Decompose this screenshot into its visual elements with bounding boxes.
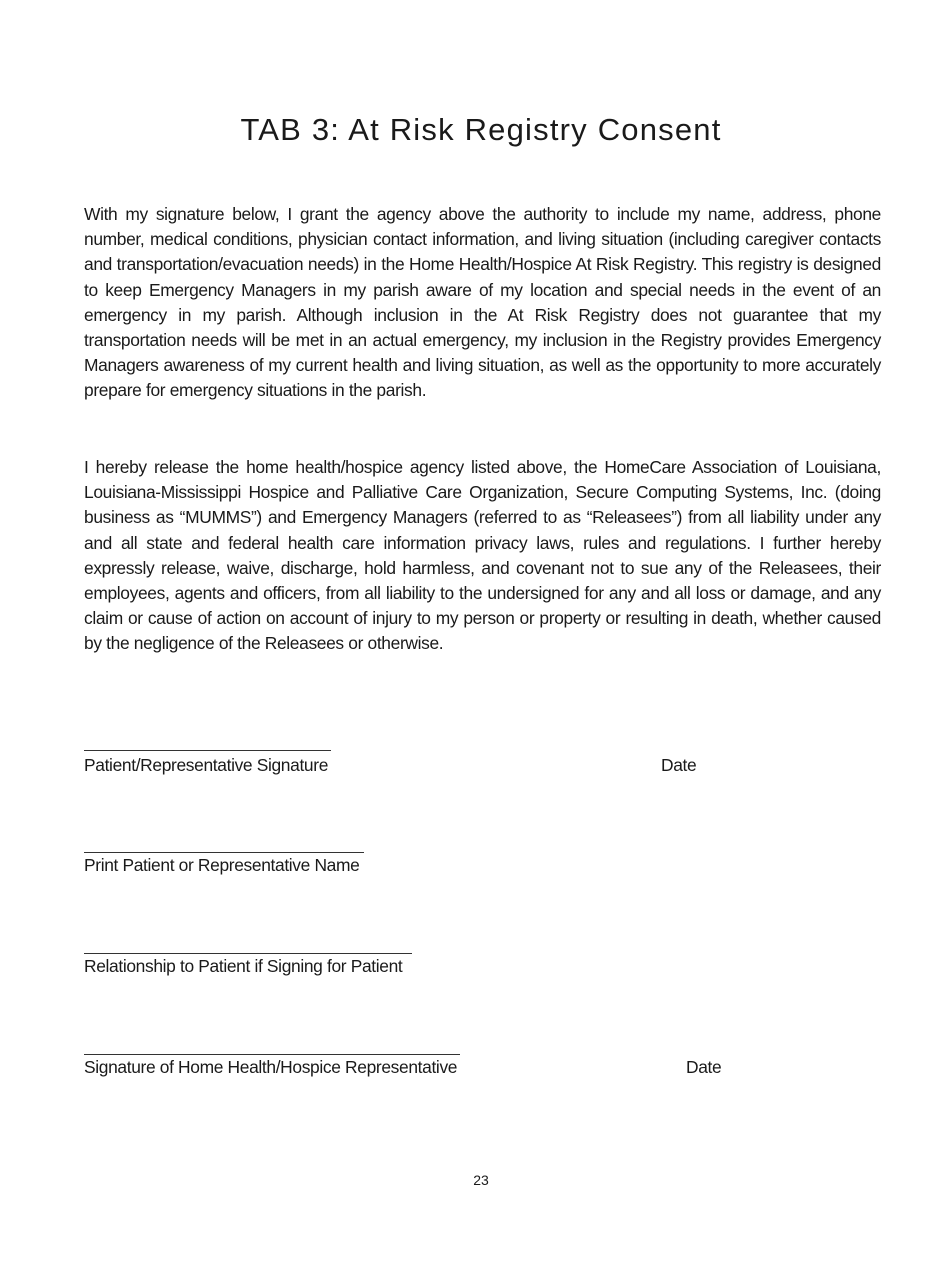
relationship-label: Relationship to Patient if Signing for Patient xyxy=(84,956,403,976)
page-title: TAB 3: At Risk Registry Consent xyxy=(240,112,722,147)
representative-signature-line[interactable] xyxy=(84,1054,460,1055)
release-paragraph: I hereby release the home health/hospice agency listed above, the HomeCare Association of Louisiana, Louisiana-Mississippi Hospice and Palliative Care Organization, Secure Computing Systems, Inc. (doing business as “MUMMS”) and Emergency Managers (referred to as “Releasees”) from all liability under any and all state and federal health care information privacy laws, rules and regulations. I further hereby expressly release, waive, discharge, hold harmless, and covenant not to sue any of the Releasees, their employees, agents and officers, from all liability to the undersigned for any and all loss or damage, and any claim or cause of action on account of injury to my person or property or resulting in death, whether caused by the negligence of the Releasees or otherwise. xyxy=(84,457,881,654)
page-number: 23 xyxy=(473,1172,489,1188)
representative-signature-label: Signature of Home Health/Hospice Representative xyxy=(84,1057,458,1077)
patient-signature-line[interactable] xyxy=(84,750,331,751)
patient-date-label: Date xyxy=(661,755,697,775)
consent-paragraph: With my signature below, I grant the agency above the authority to include my name, address, phone number, medical conditions, physician contact information, and living situation (including caregiver contacts and transportation/evacuation needs) in the Home Health/Hospice At Risk Registry. This registry is designed to keep Emergency Managers in my parish aware of my location and special needs in the event of an emergency in my parish. Although inclusion in the At Risk Registry does not guarantee that my transportation needs will be met in an actual emergency, my inclusion in the Registry provides Emergency Managers awareness of my current health and living situation, as well as the opportunity to more accurately prepare for emergency situations in the parish. xyxy=(84,204,881,401)
print-name-line[interactable] xyxy=(84,852,364,853)
representative-date-label: Date xyxy=(686,1057,722,1077)
relationship-line[interactable] xyxy=(84,953,412,954)
print-name-label: Print Patient or Representative Name xyxy=(84,855,360,875)
patient-signature-label: Patient/Representative Signature xyxy=(84,755,329,775)
